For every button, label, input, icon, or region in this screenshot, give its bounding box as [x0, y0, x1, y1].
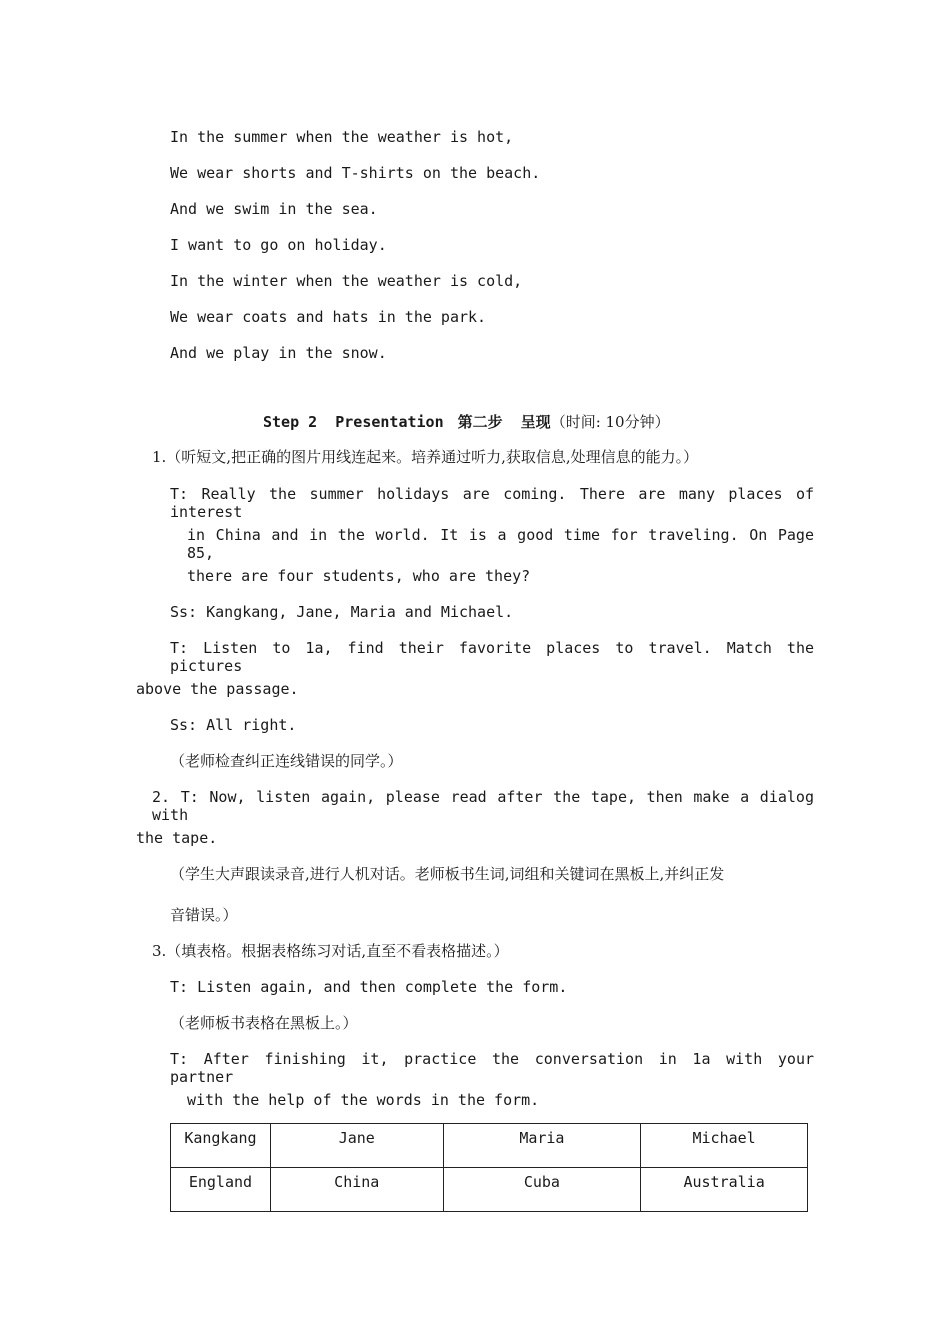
table-cell: Maria — [443, 1124, 641, 1168]
item1-teacher-line: T: Really the summer holidays are coming. There are many places of interest — [170, 485, 814, 521]
item2-line: 2. T: Now, listen again, please read after the tape, then make a dialog with — [152, 788, 814, 824]
table-cell: China — [270, 1168, 443, 1212]
poem-line: We wear shorts and T-shirts on the beach. — [170, 164, 541, 182]
step-heading — [263, 413, 670, 431]
table-row — [171, 1124, 808, 1168]
poem-line: And we play in the snow. — [170, 344, 387, 362]
step-title-en: Step 2 Presentation — [263, 413, 444, 431]
item2-line: the tape. — [136, 829, 218, 847]
item2-note: （学生大声跟读录音,进行人机对话。老师板书生词,词组和关键词在黑板上,并纠正发 — [170, 865, 725, 883]
item1-teacher-line: above the passage. — [136, 680, 299, 698]
item3-note: （老师板书表格在黑板上。） — [170, 1014, 358, 1032]
item3-title: 3.（填表格。根据表格练习对话,直至不看表格描述。） — [152, 942, 509, 960]
item1-title: 1.（听短文,把正确的图片用线连起来。培养通过听力,获取信息,处理信息的能力。） — [152, 448, 699, 466]
item1-teacher-line: in China and in the world. It is a good time for traveling. On Page 85, — [187, 526, 814, 562]
poem-line: And we swim in the sea. — [170, 200, 378, 218]
table-cell: Michael — [641, 1124, 808, 1168]
table-cell: England — [171, 1168, 271, 1212]
table-cell: Kangkang — [171, 1124, 271, 1168]
item1-teacher-line: there are four students, who are they? — [187, 567, 531, 585]
poem-line: In the summer when the weather is hot, — [170, 128, 514, 146]
item3-teacher-line: T: Listen again, and then complete the form. — [170, 978, 568, 996]
item1-teacher-line: T: Listen to 1a, find their favorite places to travel. Match the pictures — [170, 639, 814, 675]
item2-note: 音错误。） — [170, 906, 238, 924]
table-cell: Cuba — [443, 1168, 641, 1212]
poem-line: We wear coats and hats in the park. — [170, 308, 487, 326]
students-places-table — [170, 1123, 808, 1212]
step-time: （时间: 10分钟） — [550, 413, 670, 431]
poem-line: I want to go on holiday. — [170, 236, 387, 254]
item3-teacher-line: T: After finishing it, practice the conversation in 1a with your partner — [170, 1050, 814, 1086]
item1-students-line: Ss: All right. — [170, 716, 297, 734]
item1-note: （老师检查纠正连线错误的同学。） — [170, 752, 403, 770]
poem-line: In the winter when the weather is cold, — [170, 272, 523, 290]
item3-teacher-line: with the help of the words in the form. — [187, 1091, 540, 1109]
step-title-cn: 第二步 呈现 — [457, 413, 551, 431]
table-cell: Australia — [641, 1168, 808, 1212]
item1-students-line: Ss: Kangkang, Jane, Maria and Michael. — [170, 603, 514, 621]
table-row — [171, 1168, 808, 1212]
table-cell: Jane — [270, 1124, 443, 1168]
